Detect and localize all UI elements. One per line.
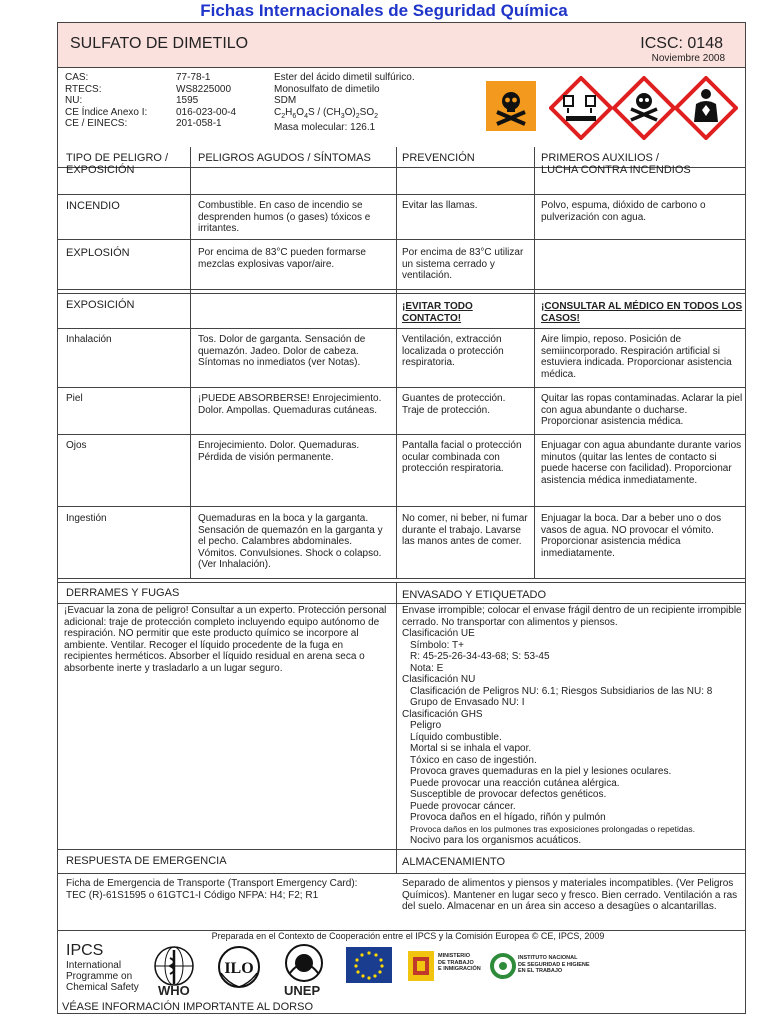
svg-text:ILO: ILO [224, 960, 254, 977]
ipcs-description: International Programme on Chemical Safety [66, 960, 139, 993]
row-explosion-label: EXPLOSIÓN [66, 247, 130, 259]
acute-toxicity-icon [612, 76, 676, 140]
corrosive-icon [549, 76, 613, 140]
who-label: WHO [158, 983, 190, 998]
insht-logo-icon [490, 953, 516, 979]
card-header [58, 23, 745, 68]
label-ce-index: CE Índice Anexo I: [65, 106, 148, 118]
fire-fighting: Polvo, espuma, dióxido de carbono o pulverización con agua. [541, 200, 706, 223]
explosion-hazards: Por encima de 83°C pueden formarse mezclas explosivas vapor/aire. [198, 247, 366, 270]
safety-card [57, 22, 746, 1014]
spillage-title: DERRAMES Y FUGAS [66, 587, 180, 599]
synonym: Ester del ácido dimetil sulfúrico. [274, 72, 415, 83]
value-ce-index: 016-023-00-4 [176, 106, 237, 118]
packaging-title: ENVASADO Y ETIQUETADO [402, 589, 547, 601]
avoid-contact-heading: ¡EVITAR TODO CONTACTO! [402, 301, 473, 324]
unep-label: UNEP [284, 983, 321, 998]
page-title: Fichas Internacionales de Seguridad Química [200, 1, 568, 20]
prepared-note: Preparada en el Contexto de Cooperación entre el IPCS y la Comisión Europea © CE, IPCS, 2009 [211, 931, 605, 941]
row-fire-label: INCENDIO [66, 200, 120, 212]
eyes-prevention: Pantalla facial o protección ocular combinada con protección respiratoria. [402, 440, 522, 474]
skull-crossbones-icon [486, 81, 536, 131]
packaging-text: Envase irrompible; colocar el envase frágil dentro de un recipiente irrompible cerrado. No transportar con alimentos y piensos. Clasificación UE Símbolo: T+ R: 45-25-26-34-43-68; S: 53-45 Nota: E Clasificación NU Clasificación de Peligros NU: 6.1; Riesgos Subsidiarios de las NU: 8 Grupo de Envasado NU: I Clasificación GHS Peligro Líquido combustible. Mortal si se inhala el vapor. Tóxico en caso de ingestión. Provoca graves quemaduras en la piel y lesiones oculares. Puede provocar una reacción cutánea alérgica. Susceptible de provocar defectos genéticos. Puede provocar cáncer. Provoca daños en el hígado, riñón y pulmón Provoca daños en los pulmones tras exposiciones prolongadas o repetidas. Nocivo para los organismos acuáticos. [402, 605, 742, 846]
spillage-text: ¡Evacuar la zona de peligro! Consultar a un experto. Protección personal adicional: traje de protección completo incluyendo equipo autónomo de respiración. NO permitir que este producto químico se incorpore al ambiente. Ventilar. Recoger el líquido procedente de la fuga en recipientes herméticos. Absorber el líquido residual en arena seca o absorbente inerte y trasladarlo a un lugar seguro. [64, 605, 387, 674]
col-head-acute-hazards: PELIGROS AGUDOS / SÍNTOMAS [198, 152, 371, 164]
synonym: Monosulfato de dimetilo [274, 83, 380, 95]
identifier-values [176, 72, 236, 130]
ipcs-label: IPCS [66, 942, 104, 959]
ministry-label: MINISTERIO DE TRABAJO E INMIGRACIÓN [438, 953, 481, 972]
label-cas: CAS: [65, 72, 89, 83]
row-inhalation-label: Inhalación [66, 334, 112, 345]
card-date: Noviembre 2008 [651, 53, 725, 64]
see-back-note: VÉASE INFORMACIÓN IMPORTANTE AL DORSO [62, 1001, 314, 1013]
fire-hazards: Combustible. En caso de incendio se desprenden humos (o gases) tóxicos e irritantes. [198, 200, 371, 234]
skin-first-aid: Quitar las ropas contaminadas. Aclarar la piel con agua abundante o ducharse. Proporcionar asistencia médica. [541, 393, 743, 427]
ilo-emblem-icon [216, 943, 262, 991]
inhalation-prevention: Ventilación, extracción localizada o protección respiratoria. [402, 334, 504, 368]
storage-text: Separado de alimentos y piensos y materiales incompatibles. (Ver Peligros Químicos). Mantener en lugar seco y fresco. Bien cerrado. Ventilación a ras del suelo. Almacenar en un área sin acceso a desagües o alcantarillas. [402, 878, 738, 912]
institute-label: INSTITUTO NACIONAL DE SEGURIDAD E HIGIENE EN EL TRABAJO [518, 955, 590, 974]
row-skin-label: Piel [66, 393, 83, 404]
col-head-prevention: PREVENCIÓN [402, 152, 475, 164]
consult-doctor-heading: ¡CONSULTAR AL MÉDICO EN TODOS LOS CASOS! [541, 301, 743, 324]
emergency-title: RESPUESTA DE EMERGENCIA [66, 855, 227, 867]
col-head-first-aid: PRIMEROS AUXILIOS / LUCHA CONTRA INCENDIOS [541, 152, 691, 176]
col-head-hazard-type: TIPO DE PELIGRO / EXPOSICIÓN [66, 152, 169, 176]
skin-symptoms: ¡PUEDE ABSORBERSE! Enrojecimiento. Dolor. Ampollas. Quemaduras cutáneas. [198, 393, 382, 416]
health-hazard-icon [674, 76, 738, 140]
inhalation-symptoms: Tos. Dolor de garganta. Sensación de quemazón. Jadeo. Dolor de cabeza. Síntomas no inmediatos (ver Notas). [198, 334, 366, 368]
ingestion-first-aid: Enjuagar la boca. Dar a beber uno o dos vasos de agua. NO provocar el vómito. Proporcionar asistencia médica inmediatamente. [541, 513, 722, 559]
eu-flag-icon [346, 947, 392, 983]
unep-emblem-icon [280, 943, 328, 985]
label-rtecs: RTECS: [65, 83, 102, 95]
value-nu: 1595 [176, 95, 199, 106]
skin-prevention: Guantes de protección. Traje de protección. [402, 393, 506, 416]
eyes-symptoms: Enrojecimiento. Dolor. Quemaduras. Pérdida de visión permanente. [198, 440, 360, 463]
spanish-coat-of-arms-icon [408, 951, 434, 981]
chemical-formula: $C_2H_6O_4S / (CH_3O)_2SO_2$ [274, 106, 379, 120]
ingestion-symptoms: Quemaduras en la boca y la garganta. Sensación de quemazón en la garganta y el pecho. Calambres abdominales. Vómitos. Convulsiones. Shock o colapso. (Ver Inhalación). [198, 513, 383, 570]
row-eyes-label: Ojos [66, 440, 87, 451]
molar-mass: Masa molecular: 126.1 [274, 122, 376, 133]
fire-prevention: Evitar las llamas. [402, 200, 478, 211]
row-exposure-label: EXPOSICIÓN [66, 299, 135, 311]
value-cas: 77-78-1 [176, 72, 211, 83]
row-ingestion-label: Ingestión [66, 513, 107, 524]
icsc-number: ICSC: 0148 [640, 35, 723, 52]
identifier-labels [65, 72, 147, 130]
chemical-name: SULFATO DE DIMETILO [70, 35, 249, 52]
synonym: SDM [274, 95, 297, 106]
emergency-text: Ficha de Emergencia de Transporte (Transport Emergency Card): TEC (R)-61S1595 o 61GTC1-I Código NFPA: H4; F2; R1 [66, 878, 358, 901]
value-rtecs: WS8225000 [176, 83, 232, 95]
ingestion-prevention: No comer, ni beber, ni fumar durante el trabajo. Lavarse las manos antes de comer. [402, 513, 528, 547]
label-einecs: CE / EINECS: [65, 118, 128, 129]
label-nu: NU: [65, 95, 83, 106]
explosion-prevention: Por encima de 83°C utilizar un sistema cerrado y ventilación. [402, 247, 524, 281]
synonyms [274, 72, 415, 134]
inhalation-first-aid: Aire limpio, reposo. Posición de semiincorporado. Respiración artificial si estuviera indicada. Proporcionar asistencia médica. [541, 334, 732, 380]
storage-title: ALMACENAMIENTO [402, 856, 506, 868]
value-einecs: 201-058-1 [176, 118, 222, 129]
eyes-first-aid: Enjuagar con agua abundante durante varios minutos (quitar las lentes de contacto si puede hacerse con facilidad). Proporcionar asistencia médica inmediatamente. [541, 440, 742, 486]
